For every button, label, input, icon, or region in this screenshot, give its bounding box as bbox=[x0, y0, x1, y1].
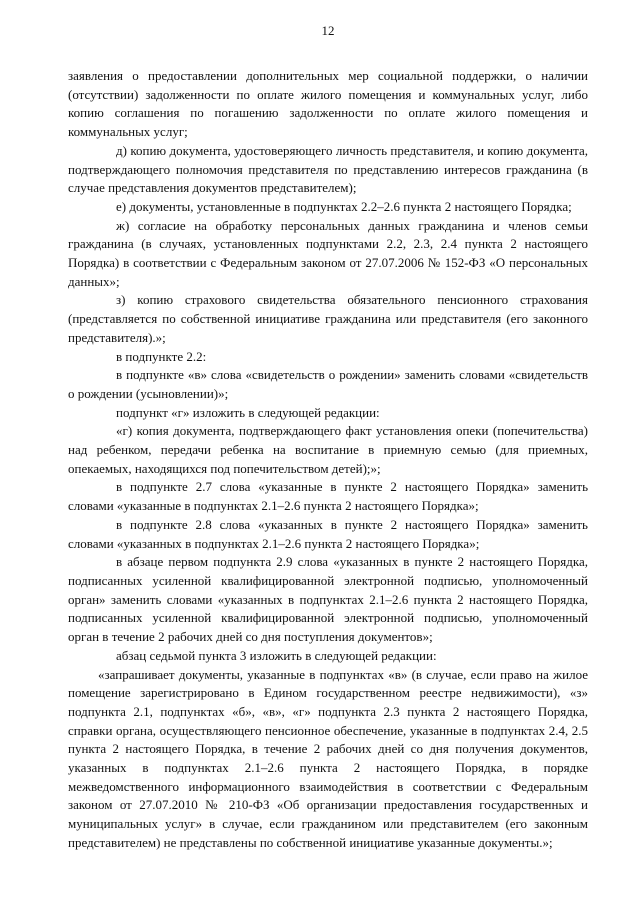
paragraph: заявления о предоставлении дополнительных мер социальной поддержки, о наличии (отсутствии) задолженности по оплате жилого помещения и коммунальных услуг, либо копию соглашения по погашению задолженности по оплате жилого помещения и коммунальных услуг; bbox=[68, 68, 588, 140]
document-page bbox=[68, 22, 588, 853]
page-number: 12 bbox=[321, 23, 335, 38]
document-body bbox=[68, 67, 588, 853]
paragraph: в подпункте 2.7 слова «указанные в пункте 2 настоящего Порядка» заменить словами «указанные в подпунктах 2.1–2.6 пункта 2 настоящего Порядка»; bbox=[68, 479, 588, 514]
paragraph: д) копию документа, удостоверяющего личность представителя, и копию документа, подтверждающего полномочия представителя по представлению интересов гражданина (в случае представления документов представителем); bbox=[68, 142, 588, 196]
paragraph: е) документы, установленные в подпунктах 2.2–2.6 пункта 2 настоящего Порядка; bbox=[116, 198, 572, 214]
paragraph: подпункт «г» изложить в следующей редакции: bbox=[116, 404, 380, 420]
paragraph: ж) согласие на обработку персональных данных гражданина и членов семьи гражданина (в случаях, установленных подпунктами 2.2, 2.3, 2.4 пункта 2 настоящего Порядка) в соответствии с Федеральным законом от 27.07.2006 № 152-ФЗ «О персональных данных»; bbox=[68, 217, 588, 289]
paragraph: з) копию страхового свидетельства обязательного пенсионного страхования (представляется по собственной инициативе гражданина или представителя (его законного представителя).»; bbox=[68, 292, 588, 345]
paragraph: «г) копия документа, подтверждающего факт установления опеки (попечительства) над ребенком, передачи ребенка на воспитание в приемную семью (для приемных, опекаемых, находящихся под попечительством детей);»; bbox=[68, 423, 588, 476]
paragraph: в подпункте 2.8 слова «указанных в пункте 2 настоящего Порядка» заменить словами «указанных в подпунктах 2.1–2.6 пункта 2 настоящего Порядка»; bbox=[68, 516, 588, 551]
paragraph: в подпункте «в» слова «свидетельств о рождении» заменить словами «свидетельств о рождении (усыновлении)»; bbox=[68, 367, 588, 401]
paragraph: абзац седьмой пункта 3 изложить в следующей редакции: bbox=[116, 647, 437, 663]
paragraph: в подпункте 2.2: bbox=[116, 348, 207, 364]
paragraph: в абзаце первом подпункта 2.9 слова «указанных в пункте 2 настоящего Порядка, подписанных усиленной квалифицированной электронной подписью, уполномоченный орган» заменить словами «указанных в подпунктах 2.1–2.6 пункта 2 настоящего Порядка, подписанных усиленной квалифицированной электронной подписью, уполномоченный орган в течение 2 рабочих дней со дня поступления документов»; bbox=[68, 554, 588, 645]
paragraph: «запрашивает документы, указанные в подпунктах «в» (в случае, если право на жилое помещение зарегистрировано в Едином государственном реестре недвижимости), «з» подпункта 2.1, подпунктах «б», «в», «г» подпункта 2.3 пункта 2 настоящего Порядка, справки органа, осуществляющего пенсионное обеспечение, указанные в подпунктах 2.4, 2.5 пункта 2 настоящего Порядка, в течение 2 рабочих дней со дня получения документов, указанных в подпунктах 2.1–2.6 пункта 2 настоящего Порядка, в порядке межведомственного информационного взаимодействия в соответствии с Федеральным законом от 27.07.2010 № 210-ФЗ «Об организации предоставления государственных и муниципальных услуг» в случае, если гражданином или представителем (его законным представителем) не представлены по собственной инициативе указанные документы.»; bbox=[68, 666, 588, 850]
